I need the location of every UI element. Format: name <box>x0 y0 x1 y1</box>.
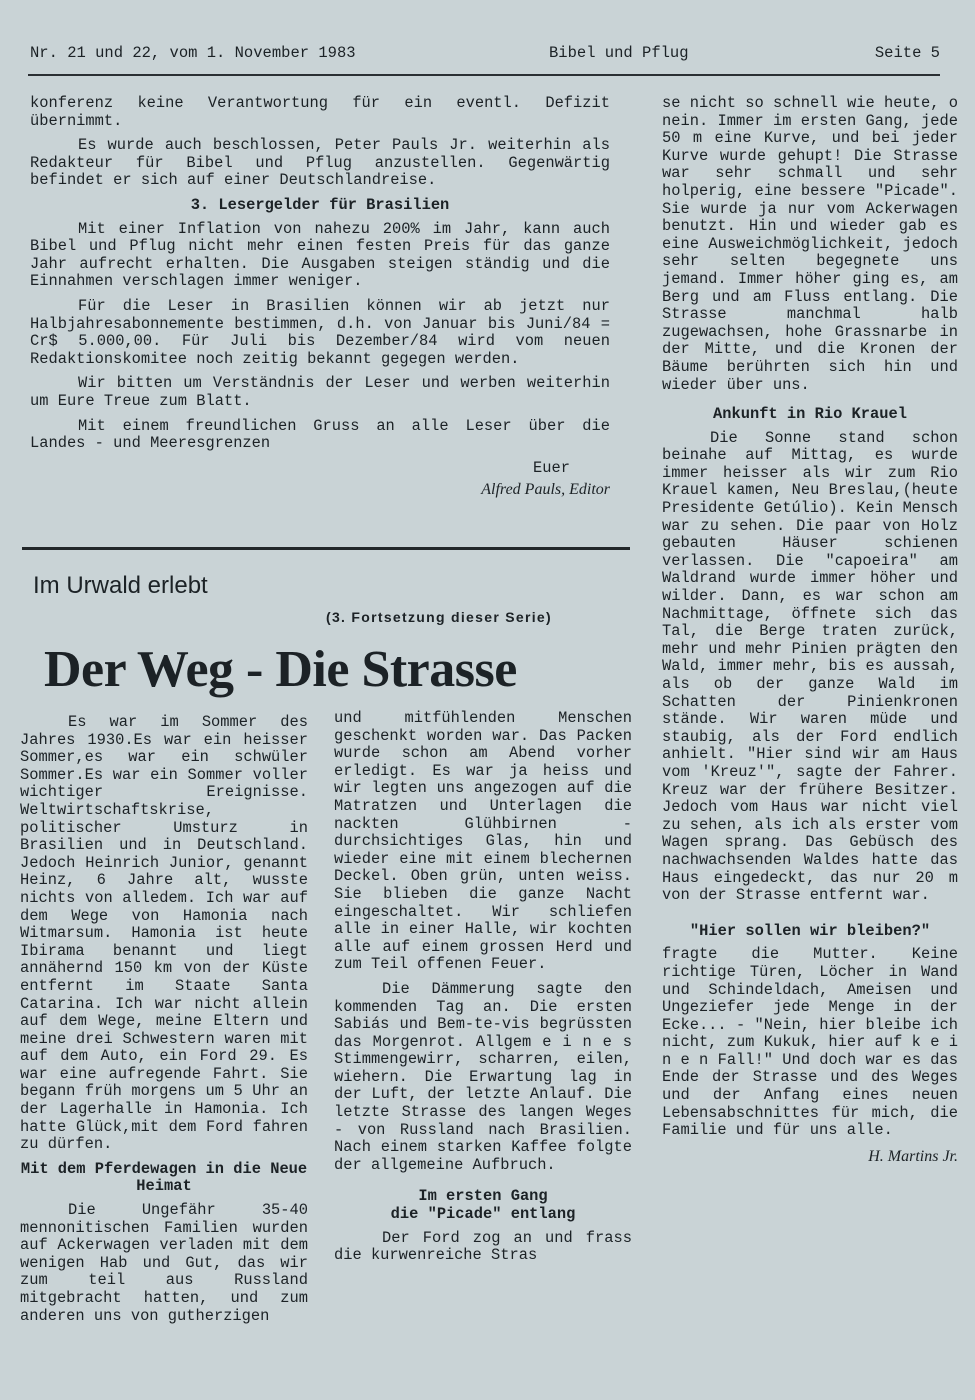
feature-column-3 <box>662 95 958 1172</box>
article-top-paragraph: Es wurde auch beschlossen, Peter Pauls Jr. weiterhin als Redakteur für Bibel und Pflug anzustellen. Gegenwärtig befindet er sich auf einer Deutschlandreise. <box>30 136 610 190</box>
feature-kicker: Im Urwald erlebt <box>33 572 208 599</box>
feature-subheading: "Hier sollen wir bleiben?" <box>689 921 931 940</box>
feature-paragraph: Der Ford zog an und frass die kurwenreiche Stras <box>334 1228 632 1265</box>
editor-signature: Alfred Pauls, Editor <box>481 481 610 499</box>
subheading-line: Im ersten Gang <box>418 1187 548 1206</box>
feature-paragraph: und mitfühlenden Menschen geschenkt worden war. Das Packen wurde schon am Abend vorher erledigt. Es war ja heiss und wir legten uns angezogen auf die Matratzen und Unterlagen die nackten Glühbirnen - durchsichtiges Glas, hin und wieder eine mit einem blechernen Deckel. Oben grün, unten weiss. Sie blieben die ganze Nacht eingeschaltet. Wir schliefen alle in einer Halle, wir kochten alle auf einem grossen Herd und zum Teil offenen Feuer. <box>334 709 632 974</box>
feature-paragraph: Die Ungefähr 35-40 mennonitischen Familien wurden auf Ackerwagen verladen mit dem wenigen Hab und Gut, das wir zum teil aus Russland mitgebracht hatten, und zum anderen uns von gutherzigen <box>20 1201 308 1325</box>
publication-name: Bibel und Pflug <box>549 44 689 62</box>
article-top-paragraph: Mit einer Inflation von nahezu 200% im Jahr, kann auch Bibel und Pflug nicht mehr einen festen Preis für das ganze Jahr aufrecht erhalten. Die Ausgaben steigen ständig und die Einnahmen verschlagen immer weniger. <box>30 219 610 291</box>
issue-number: Nr. 21 und 22, vom 1. November 1983 <box>30 44 356 62</box>
article-top <box>30 95 610 506</box>
article-top-paragraph: Mit einem freundlichen Gruss an alle Leser über die Landes - und Meeresgrenzen <box>30 416 610 453</box>
article-top-paragraph: Wir bitten um Verständnis der Leser und werben weiterhin um Eure Treue zum Blatt. <box>30 374 610 410</box>
feature-subheading <box>334 1188 632 1223</box>
author-signature: H. Martins Jr. <box>868 1147 958 1165</box>
feature-paragraph: Die Dämmerung sagte den kommenden Tag an. Die ersten Sabiás und Bem-te-vis begrüssten das Morgenrot. Allgem e i n e s Stimmengewirr, scharren, eilen, wiehern. Die Erwartung lag in der Luft, der letzte Anlauf. Die letzte Strasse des langen Weges - von Russland nach Brasilien. Nach einem starken Kaffee folgte der allgemeine Aufbruch. <box>334 979 632 1174</box>
feature-subheading: Ankunft in Rio Krauel <box>713 405 907 424</box>
article-top-paragraph: konferenz keine Verantwortung für ein eventl. Defizit übernimmt. <box>30 94 610 130</box>
subheading-line: die "Picade" entlang <box>390 1205 576 1224</box>
feature-paragraph: Es war im Sommer des Jahres 1930.Es war ein heisser Sommer,es war ein schwüler Sommer.Es war ein Sommer voller wichtiger Ereignisse. Weltwirtschaftskrise, politischer Umsturz in Brasilien und in Deutschland. Jedoch Heinrich Junior, genannt Heinz, 6 Jahre alt, wusste nichts von alledem. Ich war auf dem Wege von Hamonia nach Witmarsum. Hamonia ist heute Ibirama benannt und liegt annähernd 150 km von der Küste entfernt im Staate Santa Catarina. Ich war nicht allein auf dem Wege, meine Eltern und meine drei Schwestern waren mit auf dem Auto, ein Ford 29. Es war eine aufregende Fahrt. Sie begann früh morgens um 5 Uhr an der Lagerhalle in Hamonia. Ich hatte Glück,mit dem Ford fahren zu dürfen. <box>20 713 308 1154</box>
feature-subheading: Mit dem Pferdewagen in die Neue Heimat <box>20 1159 308 1196</box>
section-divider <box>22 547 630 550</box>
feature-paragraph: se nicht so schnell wie heute, o nein. Immer im ersten Gang, jede 50 m eine Kurve, und bei jeder Kurve wurde gehupt! Die Strasse war sehr schmall und sehr holperig, eine bessere "Picade". Sie wurde ja nur vom Ackerwagen benutzt. Hin und wieder gab es eine Ausweichmöglichkeit, jedoch sehr selten begegnete uns jemand. Immer höher ging es, am Berg und am Fluss entlang. Die Strasse manchmal halb zugewachsen, hohe Grassnarbe in der Mitte, und die Kronen der Bäume berührten sich hin und wieder über uns. <box>662 94 958 394</box>
series-note: (3. Fortsetzung dieser Serie) <box>326 609 552 625</box>
closing-word: Euer <box>533 458 570 477</box>
article-top-heading: 3. Lesergelder für Brasilien <box>190 195 450 214</box>
feature-paragraph: Die Sonne stand schon beinahe auf Mittag, es wurde immer heisser als wir zum Rio Krauel kamen, Neu Breslau,(heute Presidente Getúlio). Kein Mensch war zu sehen. Die paar von Holz gebauten Häuser schienen verlassen. Die "capoeira" am Waldrand wurde immer höher und wilder. Dann, es war schon am Nachmittage, öffnete sich das Tal, die Berge traten zurück, mehr und mehr Pinien prägten den Wald, immer mehr, bis es aussah, als ob der ganze Wald im Schatten der Pinienkronen stände. Wir waren müde und staubig, als der Ford endlich anhielt. "Hier sind wir am Haus vom 'Kreuz'", sagte der Fahrer. Kreuz war der frühere Besitzer. Jedoch vom Haus war nicht viel zu sehen, als ich als erster vom Wagen sprang. Das Gebüsch des nachwachsenden Waldes hatte das Haus eingedeckt, das nur 20 m von der Strasse entfernt war. <box>662 428 958 905</box>
feature-headline: Der Weg - Die Strasse <box>44 641 517 698</box>
feature-column-1 <box>20 714 308 1332</box>
header-rule <box>28 74 940 76</box>
article-top-paragraph: Für die Leser in Brasilien können wir ab jetzt nur Halbjahresabonnemente bestimmen, d.h. von Januar bis Juni/84 = Cr$ 5.000,00. Für Juli bis Dezember/84 wird vom neuen Redaktionskomitee noch zeitig bekannt gegegen werden. <box>30 296 610 368</box>
feature-column-2 <box>334 710 632 1272</box>
page-header <box>30 44 942 68</box>
feature-paragraph: fragte die Mutter. Keine richtige Türen, Löcher in Wand und Schindeldach, Ameisen und Ungeziefer jede Menge in der Ecke... - "Nein, hier bleibe ich nicht, zum Kukuk, hier auf k e i n e n Fall!" Und doch war es das Ende der Strasse und des Weges und der Anfang eines neuen Lebensabschnittes für mich, die Familie und für uns alle. <box>662 945 958 1140</box>
page-number: Seite 5 <box>874 44 940 62</box>
